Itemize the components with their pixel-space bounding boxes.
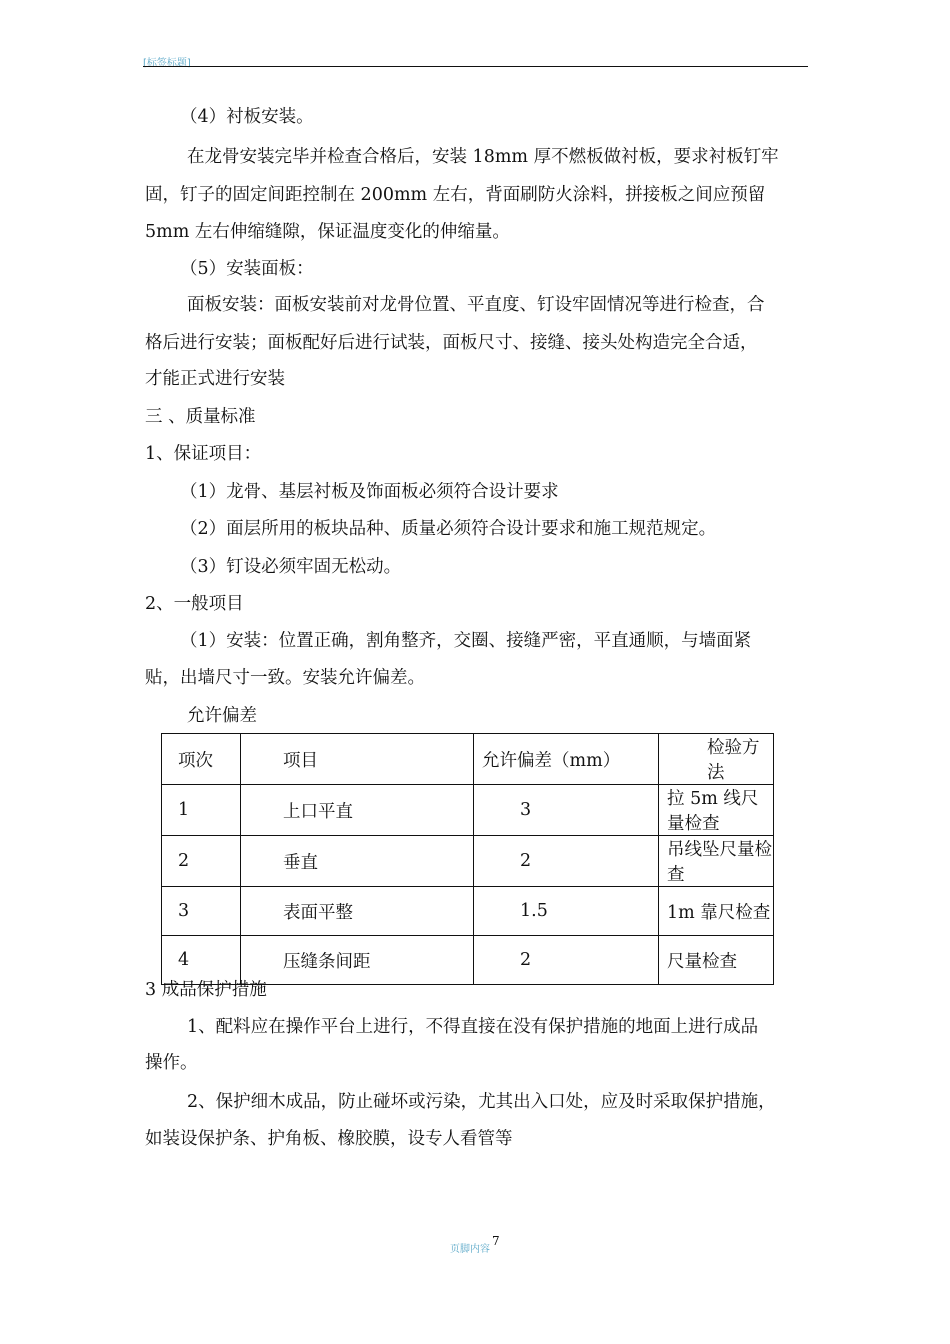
paragraph-line: 面板安装：面板安装前对龙骨位置、平直度、钉设牢固情况等进行检查，合	[187, 295, 765, 315]
paragraph-line: 如装设保护条、护角板、橡胶膜，设专人看管等	[145, 1129, 513, 1149]
table-header-cell: 检验方法	[659, 734, 774, 785]
section-heading: 三 、质量标准	[145, 407, 256, 427]
table-header-row	[162, 734, 774, 785]
table-row	[162, 887, 774, 936]
header-rule	[143, 66, 808, 67]
paragraph-line: 固，钉子的固定间距控制在 200mm 左右，背面刷防火涂料，拼接板之间应预留	[145, 185, 766, 205]
paragraph-line: 在龙骨安装完毕并检查合格后，安装 18mm 厚不燃板做衬板，要求衬板钉牢	[187, 147, 779, 167]
page-header: [标签标题]	[143, 58, 191, 69]
section-heading: 3 成品保护措施	[145, 980, 267, 1000]
table-row	[162, 836, 774, 887]
list-item: （1）龙骨、基层衬板及饰面板必须符合设计要求	[180, 482, 559, 502]
table-cell: 1m 靠尺检查	[659, 887, 774, 936]
page-number: 7	[492, 1234, 500, 1248]
table-cell: 上口平直	[241, 785, 474, 836]
paragraph-line: 5mm 左右伸缩缝隙，保证温度变化的伸缩量。	[145, 222, 510, 242]
table-caption: 允许偏差	[187, 706, 257, 726]
paragraph-line: 2、保护细木成品，防止碰坏或污染，尤其出入口处，应及时采取保护措施，	[187, 1092, 776, 1112]
paragraph-line: 才能正式进行安装	[145, 369, 285, 389]
table-cell: 1.5	[520, 901, 548, 921]
subsection-heading: 1、保证项目：	[145, 444, 262, 464]
table-row	[162, 936, 774, 985]
table-cell: 尺量检查	[659, 936, 774, 985]
table-cell: 2	[520, 851, 532, 871]
paragraph-line: （1）安装：位置正确，割角整齐，交圈、接缝严密，平直通顺，与墙面紧	[180, 631, 752, 651]
paragraph-line: 贴，出墙尺寸一致。安装允许偏差。	[145, 668, 425, 688]
table-cell: 拉 5m 线尺量检查	[659, 785, 774, 836]
paragraph-line: 操作。	[145, 1053, 198, 1073]
table-header-cell: 允许偏差（mm）	[474, 734, 659, 785]
tolerance-table	[161, 733, 774, 985]
table-cell: 压缝条间距	[241, 936, 474, 985]
table-cell: 4	[162, 936, 241, 985]
table-header-cell: 项目	[241, 734, 474, 785]
table-row	[162, 785, 774, 836]
table-cell: 3	[520, 800, 532, 820]
paragraph-line: 格后进行安装；面板配好后进行试装，面板尺寸、接缝、接头处构造完全合适，	[145, 333, 758, 353]
list-item: （2）面层所用的板块品种、质量必须符合设计要求和施工规范规定。	[180, 519, 717, 539]
table-cell: 1	[162, 785, 241, 836]
table-cell: 3	[162, 887, 241, 936]
list-item: （3）钉设必须牢固无松动。	[180, 557, 402, 577]
paragraph-line: 1、配料应在操作平台上进行，不得直接在没有保护措施的地面上进行成品	[187, 1017, 759, 1037]
subsection-heading: （5）安装面板：	[180, 259, 314, 279]
table-cell: 表面平整	[241, 887, 474, 936]
subsection-heading: （4）衬板安装。	[180, 107, 314, 127]
page-footer: 页脚内容	[450, 1244, 490, 1255]
subsection-heading: 2、一般项目	[145, 594, 244, 614]
table-cell: 垂直	[241, 836, 474, 887]
table-cell: 2	[520, 950, 532, 970]
table-cell: 2	[162, 836, 241, 887]
table-header-cell: 项次	[162, 734, 241, 785]
table-cell: 吊线坠尺量检查	[659, 836, 774, 887]
